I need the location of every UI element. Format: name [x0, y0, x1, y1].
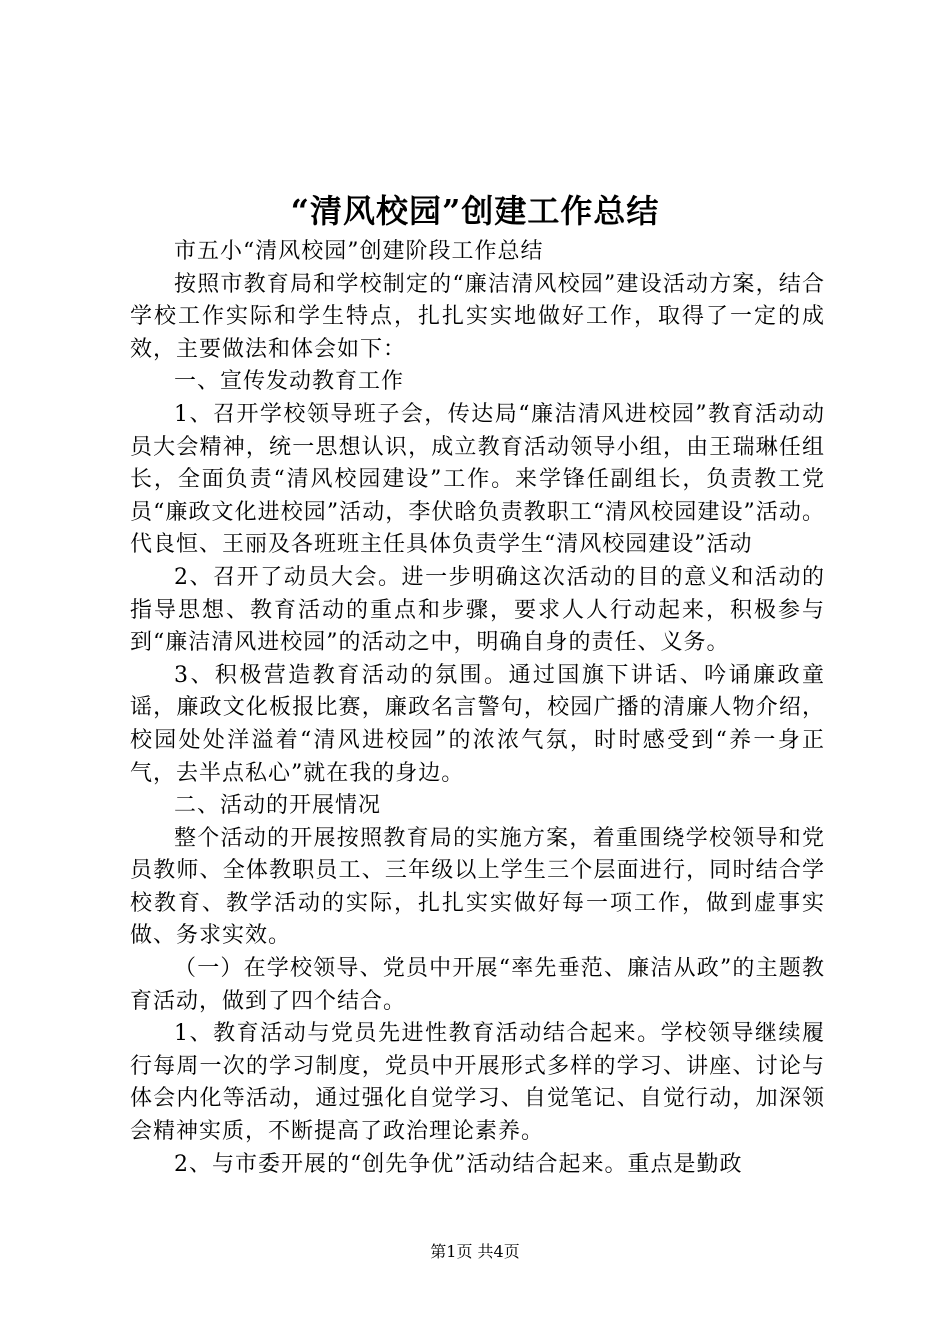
section-heading-1: 一、宣传发动教育工作	[174, 369, 405, 395]
paragraph-item: 3、积极营造教育活动的氛围。通过国旗下讲话、吟诵廉政童谣，廉政文化板报比赛，廉政名言警句，校园广播的清廉人物介绍，校园处处洋溢着“清风进校园”的浓浓气氛，时时感受到“养一身正气，去半点私心”就在我的身边。	[130, 662, 825, 786]
subsection-heading: （一）在学校领导、党员中开展“率先垂范、廉洁从政”的主题教育活动，做到了四个结合。	[130, 956, 825, 1014]
paragraph-subtitle: 市五小“清风校园”创建阶段工作总结	[174, 239, 544, 264]
document-title: “清风校园”创建工作总结	[290, 192, 660, 230]
section-heading-2: 二、活动的开展情况	[174, 793, 382, 819]
paragraph-item: 2、召开了动员大会。进一步明确这次活动的目的意义和活动的指导思想、教育活动的重点和步骤，要求人人行动起来，积极参与到“廉洁清风进校园”的活动之中，明确自身的责任、义务。	[130, 564, 825, 656]
paragraph-item: 1、召开学校领导班子会，传达局“廉洁清风进校园”教育活动动员大会精神，统一思想认识，成立教育活动领导小组，由王瑞琳任组长，全面负责“清风校园建设”工作。来学锋任副组长，负责教工党员“廉政文化进校园”活动，李伏晗负责教职工“清风校园建设”活动。代良恒、王丽及各班班主任具体负责学生“清风校园建设”活动	[130, 401, 825, 558]
paragraph-intro: 按照市教育局和学校制定的“廉洁清风校园”建设活动方案，结合学校工作实际和学生特点，扎扎实实地做好工作，取得了一定的成效，主要做法和体会如下：	[130, 271, 825, 362]
page-number-footer: 第1页 共4页	[430, 1242, 520, 1261]
paragraph-text: 整个活动的开展按照教育局的实施方案，着重围绕学校领导和党员教师、全体教职员工、三年级以上学生三个层面进行，同时结合学校教育、教学活动的实际，扎扎实实做好每一项工作，做到虚事实做、务求实效。	[130, 825, 825, 949]
document-body	[130, 236, 825, 1181]
paragraph-item: 1、教育活动与党员先进性教育活动结合起来。学校领导继续履行每周一次的学习制度，党员中开展形式多样的学习、讲座、讨论与体会内化等活动，通过强化自觉学习、自觉笔记、自觉行动，加深领会精神实质，不断提高了政治理论素养。	[130, 1021, 825, 1145]
paragraph-item: 2、与市委开展的“创先争优”活动结合起来。重点是勤政	[174, 1151, 743, 1177]
